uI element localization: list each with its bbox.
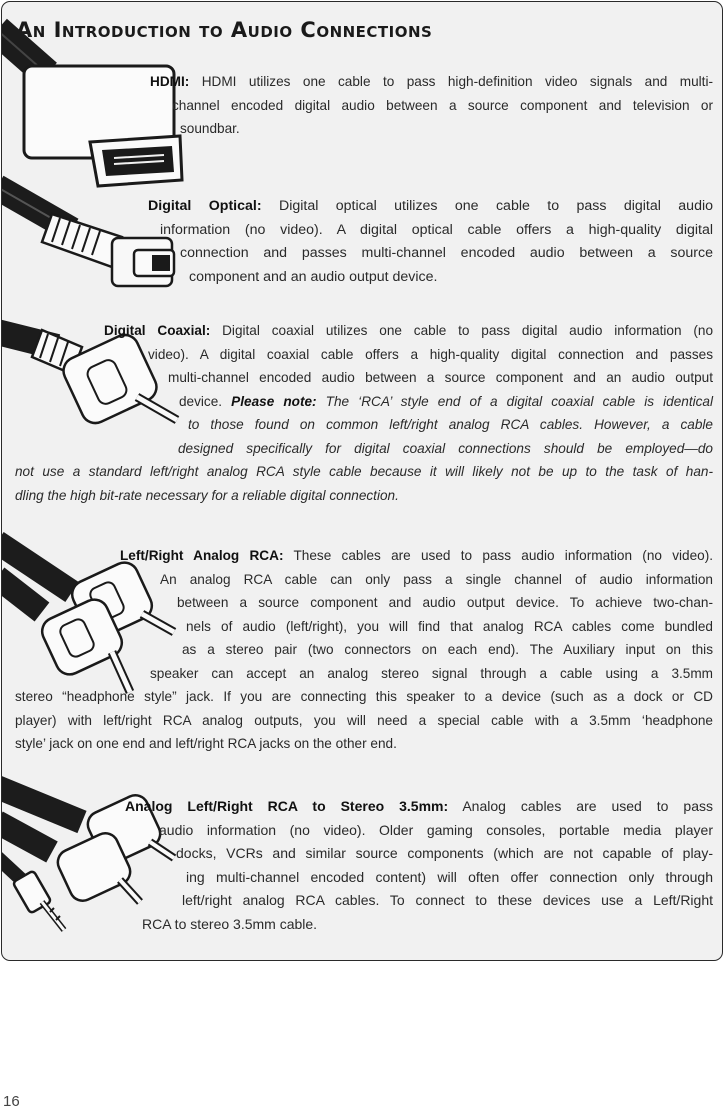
optical-text-line: connection and passes multi-channel encoded audio between a source	[180, 245, 713, 261]
coaxial-label: Digital Coaxial:	[104, 323, 211, 338]
coaxial-text-line: video). A digital coaxial cable offers a high-quality digital connection and passes	[148, 346, 713, 362]
coaxial-note-line: not use a standard left/right analog RCA style cable because it will likely not be up to the task of han-	[15, 464, 713, 479]
hdmi-text-line: channel encoded digital audio between a source component and television or	[172, 97, 713, 113]
coaxial-note-line: designed specifically for digital coaxial connections should be employed—do	[178, 440, 713, 456]
analog-text-line: stereo “headphone style” jack. If you are connecting this speaker to a device (such as a dock or CD	[15, 689, 713, 704]
hdmi-section	[2, 70, 723, 141]
analog-text-line: speaker can accept an analog stereo signal through a cable using a 3.5mm	[150, 665, 713, 681]
analog-text-line: player) with left/right RCA analog outputs, you will need a special cable with a 3.5mm ‘headphone	[15, 712, 713, 728]
optical-section	[2, 195, 723, 289]
stereo-text-line: RCA to stereo 3.5mm cable.	[142, 915, 318, 932]
stereo-label: Analog Left/Right RCA to Stereo 3.5mm:	[125, 798, 449, 814]
please-note-label: Please note:	[231, 393, 317, 409]
stereo-text-line: audio information (no video). Older gaming consoles, portable media player	[159, 821, 713, 838]
analog-text-line: nels of audio (left/right), you will find that analog RCA cables come bundled	[186, 618, 713, 634]
analog-rca-section	[2, 544, 723, 756]
page-heading: An Introduction to Audio Connections	[16, 18, 433, 42]
coaxial-text-line: Digital coaxial utilizes one cable to pass digital audio information (no	[222, 323, 714, 338]
coaxial-note-line: to those found on common left/right analog RCA cables. However, a cable	[188, 417, 713, 432]
stereo-text-line: docks, VCRs and similar source components (which are not capable of play-	[176, 845, 713, 861]
optical-text-line: component and an audio output device.	[189, 268, 438, 285]
coaxial-text-line: device.	[179, 393, 223, 409]
analog-text-line: style’ jack on one end and left/right RCA jacks on the other end.	[15, 736, 397, 751]
analog-text-line: as a stereo pair (two connectors on each end). The Auxiliary input on this	[182, 642, 713, 657]
hdmi-text-line: HDMI utilizes one cable to pass high-definition video signals and multi-	[201, 74, 713, 89]
analog-text-line: between a source component and audio output device. To achieve two-chan-	[177, 595, 713, 610]
coaxial-text-line: multi-channel encoded audio between a source component and an audio output	[168, 370, 713, 385]
analog-label: Left/Right Analog RCA:	[120, 548, 284, 563]
optical-text-line: information (no video). A digital optical cable offers a high-quality digital	[160, 221, 713, 238]
optical-label: Digital Optical:	[148, 198, 262, 214]
stereo-text-line: left/right analog RCA cables. To connect to these devices use a Left/Right	[182, 892, 713, 908]
rca-to-stereo-section	[2, 795, 723, 936]
hdmi-text-line: soundbar.	[180, 121, 240, 136]
hdmi-label: HDMI:	[150, 74, 190, 89]
analog-text-line: An analog RCA cable can only pass a single channel of audio information	[160, 571, 713, 587]
optical-text-line: Digital optical utilizes one cable to pass digital audio	[278, 198, 713, 214]
analog-text-line: These cables are used to pass audio information (no video).	[293, 548, 714, 563]
coaxial-note-line: The ‘RCA’ style end of a digital coaxial cable is identical	[325, 393, 714, 409]
content-panel	[1, 1, 723, 961]
coaxial-note-line: dling the high bit-rate necessary for a reliable digital connection.	[15, 487, 399, 503]
coaxial-section	[2, 319, 723, 507]
stereo-text-line: Analog cables are used to pass	[462, 798, 713, 814]
page-number: 16	[3, 1093, 20, 1110]
stereo-text-line: ing multi-channel encoded content) will often offer connection only through	[186, 868, 713, 885]
